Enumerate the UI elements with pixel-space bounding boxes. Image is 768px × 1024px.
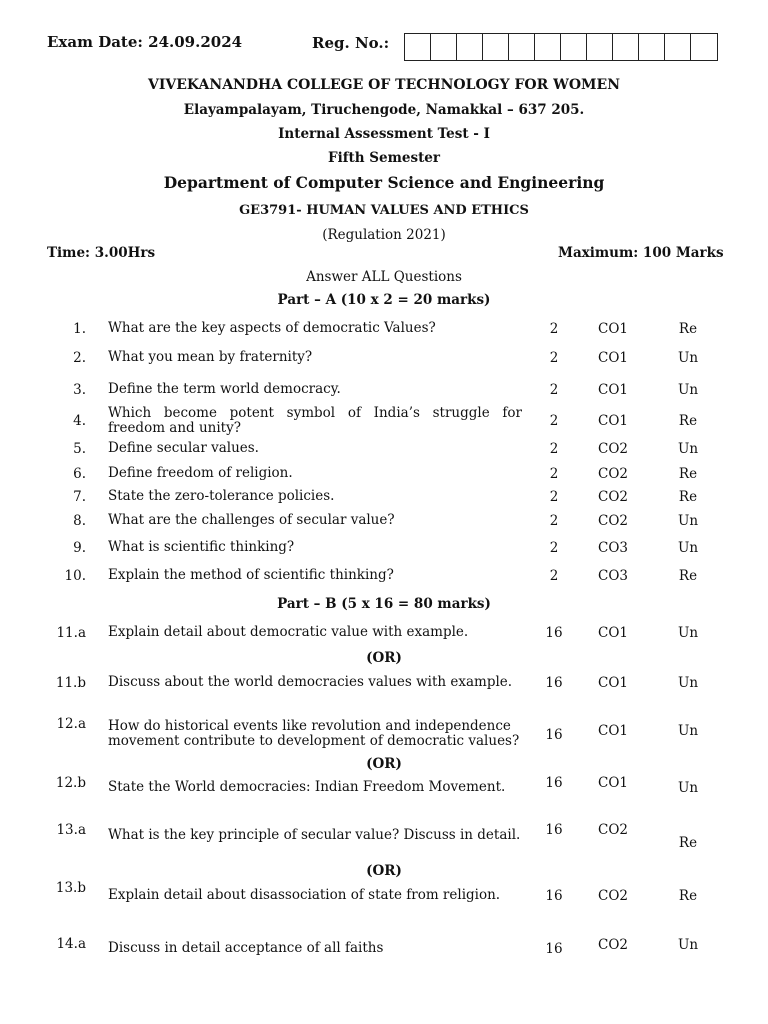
question-co: CO1: [598, 382, 628, 398]
question-level: Re: [678, 413, 698, 429]
question-number: 2.: [73, 350, 86, 366]
college-name: VIVEKANANDHA COLLEGE OF TECHNOLOGY FOR WOMEN: [147, 77, 620, 93]
reg-no-label: Reg. No.:: [312, 34, 390, 52]
question-text: Define freedom of religion.: [108, 465, 293, 481]
reg-no-cell: [535, 34, 561, 60]
question-marks: 2: [549, 489, 559, 505]
question-marks: 2: [549, 321, 559, 337]
test-name: Internal Assessment Test - I: [278, 126, 490, 142]
exam-time: Time: 3.00Hrs: [47, 245, 156, 261]
question-level: Un: [677, 441, 699, 457]
question-marks: 16: [545, 625, 563, 641]
regulation: (Regulation 2021): [322, 227, 446, 243]
question-text: State the zero-tolerance policies.: [108, 488, 335, 504]
question-text: What are the key aspects of democratic Values?: [108, 320, 436, 336]
reg-no-cell: [483, 34, 509, 60]
question-number: 9.: [73, 540, 86, 556]
question-text: Define secular values.: [108, 440, 259, 456]
question-number: 1.: [73, 321, 86, 337]
reg-no-cell: [431, 34, 457, 60]
question-level: Re: [678, 835, 698, 851]
question-number: 10.: [64, 568, 86, 584]
question-number: 4.: [73, 413, 86, 429]
question-text: How do historical events like revolution and independence movement contribute to development of democratic values?: [108, 718, 520, 749]
part-b-title: Part – B (5 x 16 = 80 marks): [277, 596, 491, 612]
question-co: CO1: [598, 625, 628, 641]
question-level: Un: [677, 937, 699, 953]
question-level: Un: [677, 625, 699, 641]
max-marks: Maximum: 100 Marks: [558, 245, 724, 261]
question-marks: 16: [545, 941, 563, 957]
question-text: What you mean by fraternity?: [108, 349, 313, 365]
semester: Fifth Semester: [327, 150, 441, 166]
question-co: CO1: [598, 675, 628, 691]
question-marks: 2: [549, 466, 559, 482]
question-level: Un: [677, 780, 699, 796]
reg-no-cell: [509, 34, 535, 60]
question-level: Re: [678, 888, 698, 904]
question-number: 5.: [73, 441, 86, 457]
question-co: CO1: [598, 321, 628, 337]
question-marks: 2: [549, 382, 559, 398]
question-text: Discuss in detail acceptance of all faiths: [108, 940, 384, 956]
reg-no-cell: [405, 34, 431, 60]
question-text: State the World democracies: Indian Freedom Movement.: [108, 779, 506, 795]
question-marks: 16: [545, 675, 563, 691]
question-marks: 2: [549, 568, 559, 584]
reg-no-cell: [457, 34, 483, 60]
reg-no-cell: [587, 34, 613, 60]
question-text: What is the key principle of secular value? Discuss in detail.: [108, 827, 521, 843]
question-number: 13.b: [55, 880, 86, 896]
question-level: Un: [677, 723, 699, 739]
question-marks: 2: [549, 513, 559, 529]
question-co: CO2: [598, 888, 628, 904]
reg-no-cell: [665, 34, 691, 60]
question-level: Un: [677, 675, 699, 691]
exam-date: Exam Date: 24.09.2024: [47, 33, 243, 51]
question-level: Un: [677, 350, 699, 366]
part-a-title: Part – A (10 x 2 = 20 marks): [277, 292, 491, 308]
question-number: 13.a: [56, 822, 86, 838]
question-text: Explain detail about disassociation of state from religion.: [108, 887, 501, 903]
question-co: CO1: [598, 775, 628, 791]
reg-no-cell: [639, 34, 665, 60]
question-marks: 2: [549, 540, 559, 556]
reg-no-cell: [561, 34, 587, 60]
question-marks: 2: [549, 350, 559, 366]
college-address: Elayampalayam, Tiruchengode, Namakkal – 637 205.: [183, 102, 585, 118]
question-number: 12.a: [56, 716, 86, 732]
instruction: Answer ALL Questions: [306, 269, 462, 285]
or-separator: (OR): [366, 863, 402, 879]
question-marks: 16: [545, 822, 563, 838]
course-title: GE3791- HUMAN VALUES AND ETHICS: [239, 203, 529, 218]
reg-no-cell: [613, 34, 639, 60]
question-co: CO3: [598, 568, 628, 584]
question-co: CO2: [598, 489, 628, 505]
question-number: 3.: [73, 382, 86, 398]
question-marks: 2: [549, 441, 559, 457]
question-co: CO3: [598, 540, 628, 556]
question-co: CO2: [598, 441, 628, 457]
question-co: CO2: [598, 822, 628, 838]
question-level: Un: [677, 540, 699, 556]
or-separator: (OR): [366, 650, 402, 666]
question-text: Explain the method of scientific thinking?: [108, 567, 394, 583]
question-number: 11.a: [56, 625, 86, 641]
question-level: Un: [677, 513, 699, 529]
question-marks: 2: [549, 413, 559, 429]
question-co: CO2: [598, 937, 628, 953]
question-co: CO1: [598, 413, 628, 429]
question-marks: 16: [545, 727, 563, 743]
question-co: CO2: [598, 513, 628, 529]
question-text: Define the term world democracy.: [108, 381, 341, 397]
question-level: Un: [677, 382, 699, 398]
question-level: Re: [678, 466, 698, 482]
question-co: CO2: [598, 466, 628, 482]
question-text: What are the challenges of secular value?: [108, 512, 395, 528]
reg-no-boxes: [404, 33, 718, 61]
question-co: CO1: [598, 723, 628, 739]
or-separator: (OR): [366, 756, 402, 772]
question-number: 11.b: [55, 675, 86, 691]
question-marks: 16: [545, 775, 563, 791]
question-text: Which become potent symbol of India’s struggle for freedom and unity?: [108, 405, 522, 436]
question-number: 12.b: [55, 775, 86, 791]
reg-no-cell: [691, 34, 717, 60]
question-marks: 16: [545, 888, 563, 904]
question-number: 8.: [73, 513, 86, 529]
question-number: 7.: [73, 489, 86, 505]
question-level: Re: [678, 489, 698, 505]
question-level: Re: [678, 568, 698, 584]
question-text: Explain detail about democratic value with example.: [108, 624, 469, 640]
question-level: Re: [678, 321, 698, 337]
question-text: Discuss about the world democracies values with example.: [108, 674, 513, 690]
department: Department of Computer Science and Engineering: [163, 173, 605, 192]
question-number: 14.a: [56, 936, 86, 952]
question-co: CO1: [598, 350, 628, 366]
question-text: What is scientific thinking?: [108, 539, 295, 555]
question-number: 6.: [73, 466, 86, 482]
